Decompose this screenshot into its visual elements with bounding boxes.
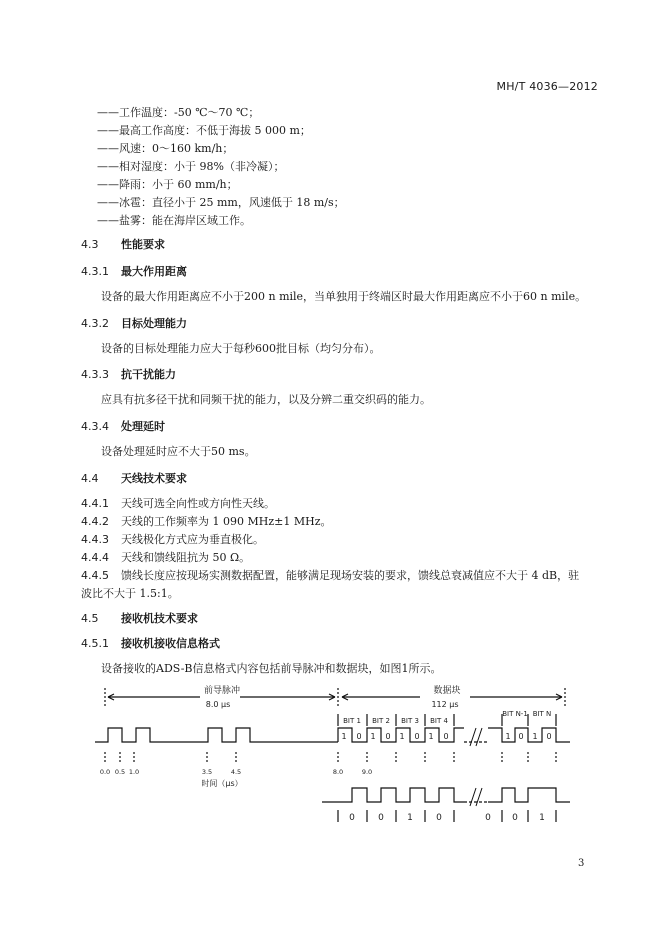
top-bit-value: 1 bbox=[399, 732, 405, 741]
item-text: 天线极化方式应为垂直极化。 bbox=[121, 533, 264, 546]
item-number: 4.4.4 bbox=[81, 551, 109, 564]
top-bit-value: 0 bbox=[443, 732, 449, 741]
top-bit-value: 1 bbox=[532, 732, 538, 741]
bit-label: BIT N-1 bbox=[502, 710, 528, 718]
preamble-duration: 8.0 μs bbox=[205, 700, 231, 709]
top-bit-value: 1 bbox=[341, 732, 347, 741]
item-number: 4.4.3 bbox=[81, 533, 109, 546]
example-waveform bbox=[322, 788, 570, 802]
bottom-bit-value: 0 bbox=[378, 813, 384, 823]
section-number: 4.3.2 bbox=[81, 317, 109, 330]
time-tick-label: 3.5 bbox=[201, 768, 213, 776]
time-tick-label: 9.0 bbox=[361, 768, 373, 776]
bottom-bit-value: 0 bbox=[485, 813, 491, 823]
bit-label: BIT 4 bbox=[430, 717, 448, 725]
bottom-bit-value: 0 bbox=[349, 813, 355, 823]
top-bit-value: 0 bbox=[414, 732, 420, 741]
bit-label: BIT 1 bbox=[343, 717, 361, 725]
time-tick-label: 0.5 bbox=[114, 768, 126, 776]
top-bit-value: 1 bbox=[428, 732, 434, 741]
section-title: 性能要求 bbox=[121, 238, 165, 251]
section-number: 4.3.3 bbox=[81, 368, 109, 381]
page-number: 3 bbox=[578, 858, 585, 869]
top-bit-value: 0 bbox=[385, 732, 391, 741]
section-4-5-1-text: 设备接收的ADS-B信息格式内容包括前导脉冲和数据块，如图1所示。 bbox=[101, 662, 442, 675]
time-tick-label: 8.0 bbox=[332, 768, 344, 776]
time-tick-label: 4.5 bbox=[230, 768, 242, 776]
section-4-3-1-text: 设备的最大作用距离应不小于200 n mile，当单独用于终端区时最大作用距离应不小于60 n mile。 bbox=[101, 290, 587, 303]
env-condition-rain: ——降雨：小于 60 mm/h； bbox=[97, 178, 238, 191]
datablock-label: 数据块 bbox=[433, 686, 461, 696]
item-text: 天线的工作频率为 1 090 MHz±1 MHz。 bbox=[121, 515, 332, 528]
preamble-waveform bbox=[95, 728, 338, 742]
env-condition-temp: ——工作温度：-50 ℃～70 ℃； bbox=[97, 106, 260, 119]
section-number: 4.5 bbox=[81, 612, 99, 625]
section-number: 4.4 bbox=[81, 472, 99, 485]
break-mark bbox=[470, 788, 482, 806]
section-number: 4.3 bbox=[81, 238, 99, 251]
env-condition-altitude: ——最高工作高度：不低于海拔 5 000 m； bbox=[97, 124, 311, 137]
bottom-bit-value: 0 bbox=[512, 813, 518, 823]
item-number: 4.4.5 bbox=[81, 569, 109, 582]
top-bit-value: 0 bbox=[518, 732, 524, 741]
item-text: 天线和馈线阻抗为 50 Ω。 bbox=[121, 551, 251, 564]
section-title: 目标处理能力 bbox=[121, 317, 187, 330]
item-text: 天线可选全向性或方向性天线。 bbox=[121, 497, 275, 510]
section-title: 处理延时 bbox=[121, 420, 165, 433]
section-title: 接收机接收信息格式 bbox=[121, 637, 220, 650]
bit-label: BIT N bbox=[532, 710, 552, 718]
top-bit-value: 0 bbox=[546, 732, 552, 741]
bit-label: BIT 2 bbox=[372, 717, 390, 725]
env-condition-salt: ——盐雾：能在海岸区域工作。 bbox=[97, 214, 251, 227]
section-4-3-3-text: 应具有抗多径干扰和同频干扰的能力，以及分辨二重交织码的能力。 bbox=[101, 393, 431, 406]
env-condition-wind: ——风速：0～160 km/h； bbox=[97, 142, 234, 155]
section-number: 4.3.4 bbox=[81, 420, 109, 433]
item-number: 4.4.2 bbox=[81, 515, 109, 528]
top-bit-value: 0 bbox=[356, 732, 362, 741]
top-bit-value: 1 bbox=[370, 732, 376, 741]
item-text: 馈线长度应按现场实测数据配置，能够满足现场安装的要求，馈线总衰减值应不大于 4 dB，驻 bbox=[121, 569, 580, 582]
section-title: 接收机技术要求 bbox=[121, 612, 198, 625]
section-4-3-4-text: 设备处理延时应不大于50 ms。 bbox=[101, 445, 256, 458]
time-axis-label: 时间（μs） bbox=[201, 779, 243, 788]
top-bit-value: 1 bbox=[505, 732, 511, 741]
env-condition-hail: ——冰雹：直径小于 25 mm，风速低于 18 m/s； bbox=[97, 196, 345, 209]
bit-label: BIT 3 bbox=[401, 717, 419, 725]
env-condition-humidity: ——相对湿度：小于 98%（非冷凝）； bbox=[97, 160, 285, 173]
bottom-bit-value: 0 bbox=[436, 813, 442, 823]
item-number: 4.4.1 bbox=[81, 497, 109, 510]
section-title: 最大作用距离 bbox=[121, 265, 187, 278]
section-4-3-2-text: 设备的目标处理能力应大于每秒600批目标（均匀分布）。 bbox=[101, 342, 381, 355]
time-tick-label: 0.0 bbox=[99, 768, 111, 776]
section-title: 天线技术要求 bbox=[121, 472, 187, 485]
preamble-label: 前导脉冲 bbox=[203, 686, 241, 696]
section-number: 4.3.1 bbox=[81, 265, 109, 278]
item-4-4-5-continuation: 波比不大于 1.5:1。 bbox=[81, 587, 179, 600]
section-number: 4.5.1 bbox=[81, 637, 109, 650]
bottom-bit-value: 1 bbox=[407, 813, 413, 823]
break-mark bbox=[470, 728, 482, 746]
datablock-duration: 112 μs bbox=[431, 700, 459, 709]
time-tick-label: 1.0 bbox=[128, 768, 140, 776]
bottom-bit-value: 1 bbox=[539, 813, 545, 823]
section-title: 抗干扰能力 bbox=[121, 368, 176, 381]
standard-number: MH/T 4036—2012 bbox=[496, 80, 598, 93]
